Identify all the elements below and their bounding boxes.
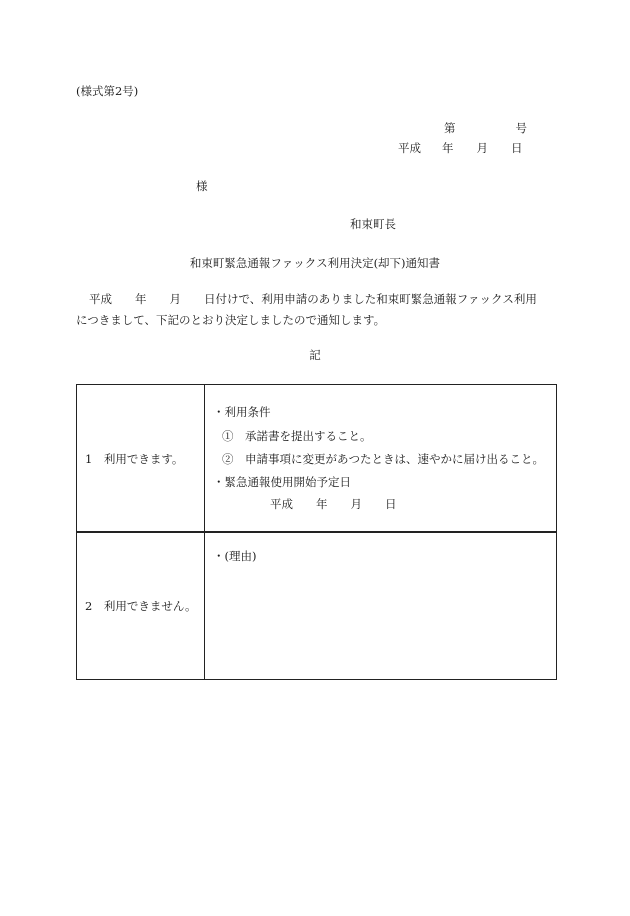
row2-label: 2 利用できません。 xyxy=(85,599,197,613)
condition-1: ① 承諾書を提出すること。 xyxy=(222,429,372,443)
date-month: 月 xyxy=(476,141,488,155)
body-text-line-2: につきまして、下記のとおり決定しましたので通知します。 xyxy=(76,313,386,327)
document-number xyxy=(444,123,527,135)
date-era: 平成 xyxy=(398,141,421,155)
document-number-suffix: 号 xyxy=(515,121,527,135)
decision-table xyxy=(76,384,557,680)
document-number-prefix: 第 xyxy=(444,121,456,135)
form-number: (様式第2号) xyxy=(76,84,139,98)
document-date xyxy=(398,143,523,155)
date-day: 日 xyxy=(511,141,523,155)
table-row-divider xyxy=(77,531,556,533)
ki-heading: 記 xyxy=(309,348,321,362)
body-text-line-1: 平成 年 月 日付けで、利用申請のありました和束町緊急通報ファックス利用 xyxy=(89,292,537,306)
addressee: 様 xyxy=(196,179,208,193)
start-date: 平成 年 月 日 xyxy=(270,497,397,511)
condition-2: ② 申請事項に変更があつたときは、速やかに届け出ること。 xyxy=(222,452,544,466)
conditions-heading: ・利用条件 xyxy=(213,405,271,419)
document-title: 和束町緊急通報ファックス利用決定(却下)通知書 xyxy=(189,256,441,270)
date-year: 年 xyxy=(442,141,454,155)
reason-heading: ・(理由) xyxy=(213,549,257,563)
start-date-heading: ・緊急通報使用開始予定日 xyxy=(213,475,351,489)
issuer: 和束町長 xyxy=(350,217,396,231)
row1-label: 1 利用できます。 xyxy=(85,452,184,466)
